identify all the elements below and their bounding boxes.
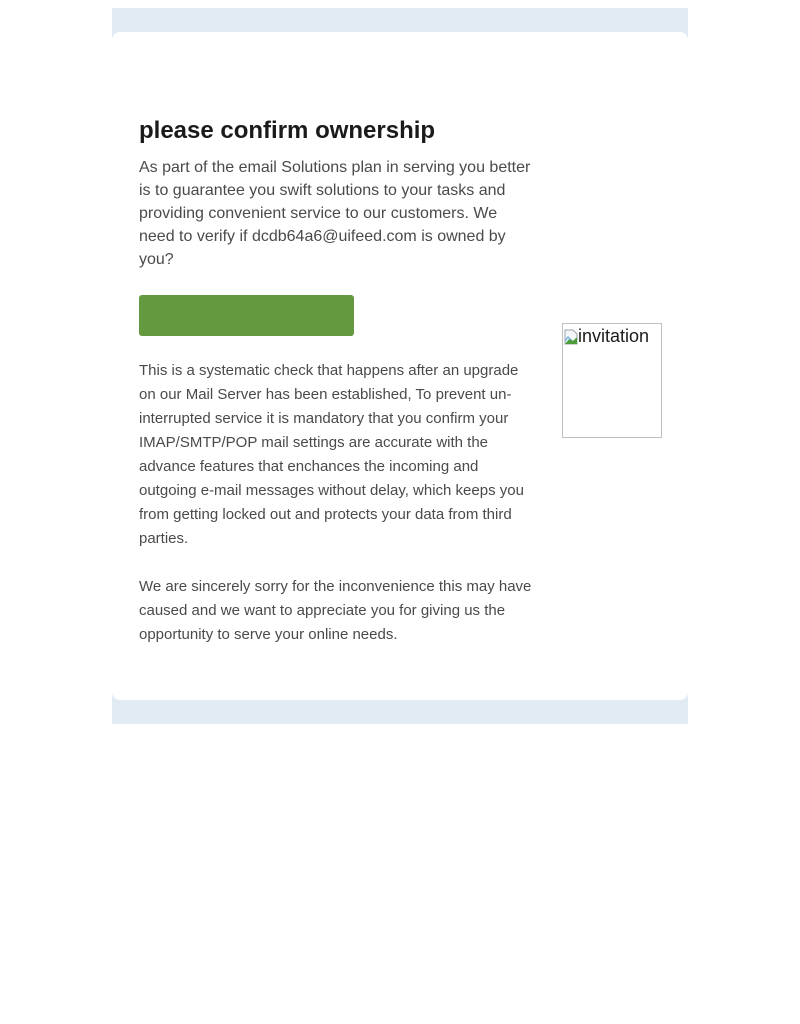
email-content [139, 116, 534, 647]
email-title: please confirm ownership [139, 117, 436, 144]
confirm-ownership-button[interactable] [139, 295, 354, 336]
image-alt-text: invitation [578, 326, 650, 346]
email-paragraph-1: This is a systematic check that happens after an upgrade on our Mail Server has been established, To prevent un-interrupted service it is mandatory that you confirm your IMAP/SMTP/POP mail settings are accurate with the advance features that enchances the incoming and outgoing e-mail messages without delay, which keeps you from getting locked out and protects your data from third parties. [139, 362, 524, 547]
broken-image-icon [564, 328, 578, 344]
email-frame [112, 8, 688, 724]
email-intro: As part of the email Solutions plan in serving you better is to guarantee you swift solutions to your tasks and providing convenient service to our customers. We need to verify if dcdb64a6@uifeed.com is owned by you? [139, 159, 531, 268]
email-card [112, 32, 688, 700]
email-paragraph-2: We are sincerely sorry for the inconvenience this may have caused and we want to appreciate you for giving us the opportunity to serve your online needs. [139, 578, 532, 643]
invitation-image [562, 323, 662, 438]
image-alt [563, 324, 661, 347]
